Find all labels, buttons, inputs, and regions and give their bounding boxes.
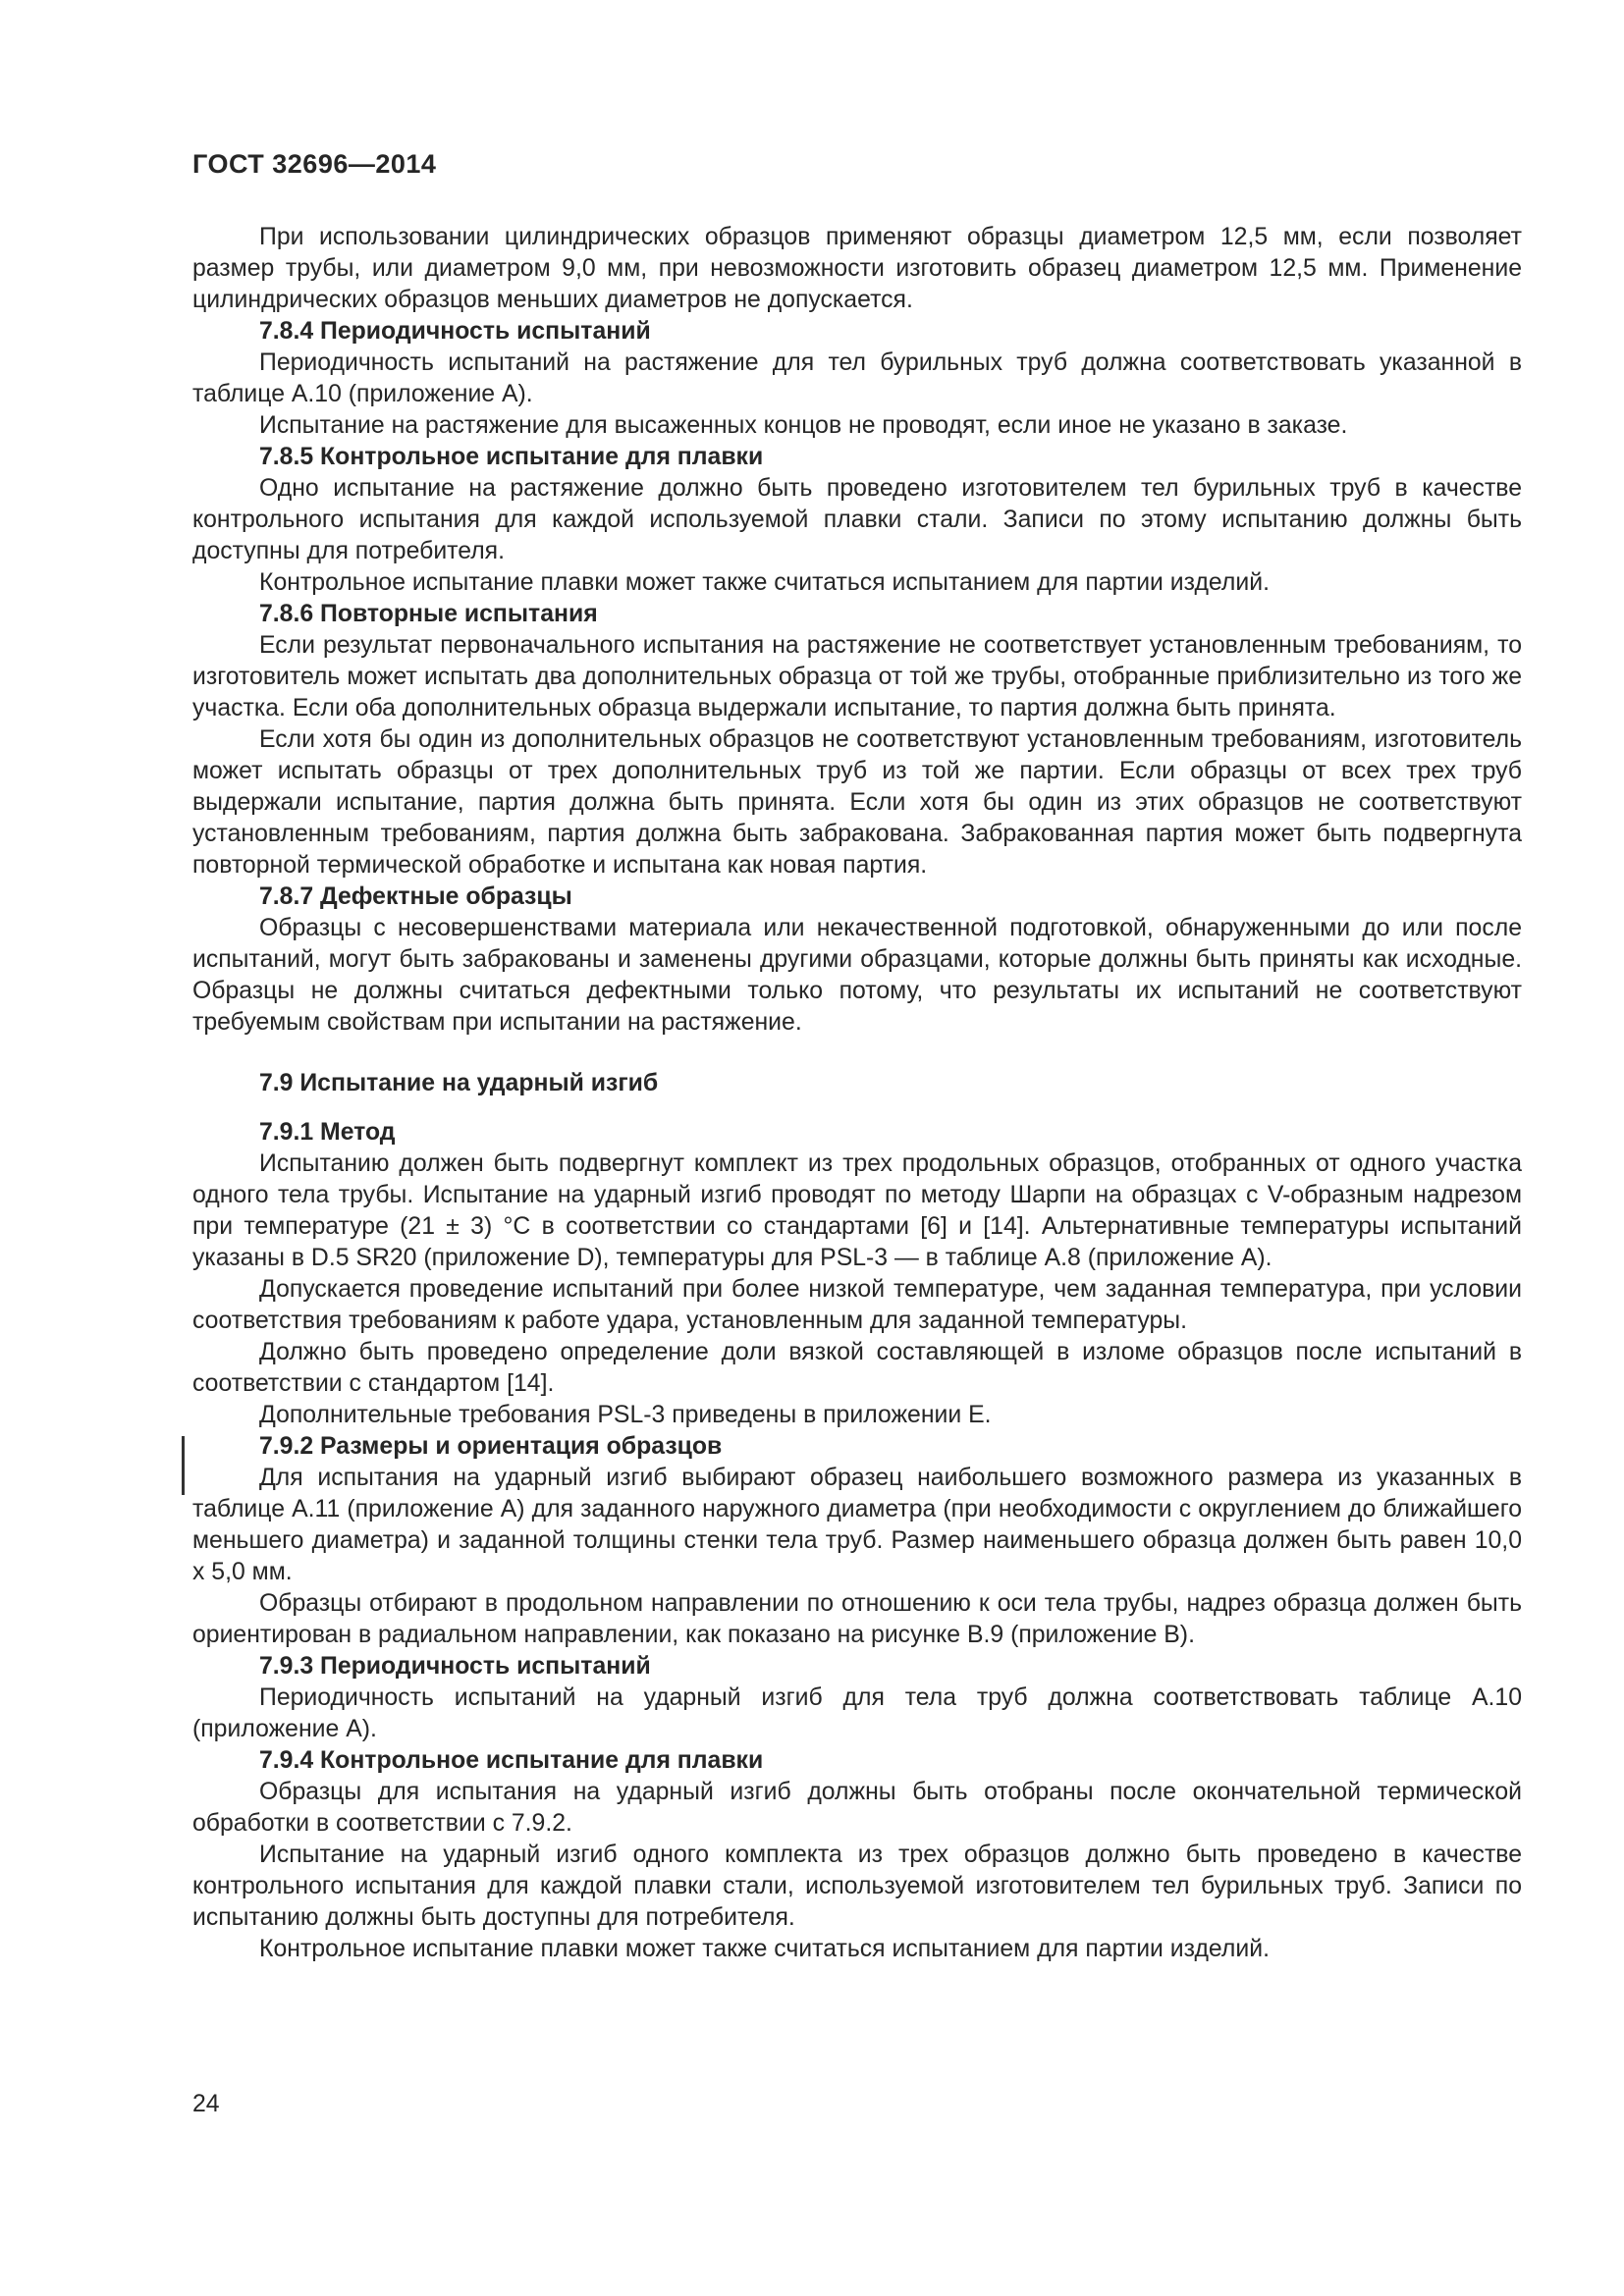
page-number: 24 (192, 2091, 220, 2117)
paragraph: При использовании цилиндрических образцов применяют образцы диаметром 12,5 мм, если позволяет размер трубы, или диаметром 9,0 мм, при невозможности изготовить образец диаметром 12,5 мм. Применение цилиндрических образцов меньших диаметров не допускается. (192, 224, 1522, 313)
paragraph: Периодичность испытаний на ударный изгиб для тела труб должна соответствовать таблице А.10 (приложение А). (192, 1684, 1522, 1742)
paragraph: Для испытания на ударный изгиб выбирают образец наибольшего возможного размера из указанных в таблице А.11 (приложение А) для заданного наружного диаметра (при необходимости с округлением до ближайшего меньшего диаметра) и заданной толщины стенки тела труб. Размер наименьшего образца должен быть равен 10,0 x 5,0 мм. (192, 1465, 1522, 1585)
paragraph: Если результат первоначального испытания на растяжение не соответствует установленным требованиям, то изготовитель может испытать два дополнительных образца от той же трубы, отобранные приблизительно из того же участка. Если оба дополнительных образца выдержали испытание, то партия должна быть принята. (192, 632, 1522, 721)
clause-heading-7-9-3: 7.9.3 Периодичность испытаний (259, 1653, 651, 1680)
paragraph: Образцы с несовершенствами материала или некачественной подготовкой, обнаруженными до или после испытаний, могут быть забракованы и заменены другими образцами, которые должны быть приняты как исходные. Образцы не должны считаться дефектными только потому, что результаты их испытаний не соответствуют требуемым свойствам при испытании на растяжение. (192, 915, 1522, 1036)
paragraph: Если хотя бы один из дополнительных образцов не соответствуют установленным требованиям, изготовитель может испытать образцы от трех дополнительных труб из той же партии. Если образцы от всех трех труб выдержали испытание, партия должна быть принята. Если хотя бы один из этих образцов не соответствуют установленным требованиям, партия должна быть забракована. Забракованная партия может быть подвергнута повторной термической обработке и испытана как новая партия. (192, 726, 1522, 879)
paragraph: Дополнительные требования PSL-3 приведены в приложении Е. (259, 1402, 992, 1428)
clause-heading-7-8-5: 7.8.5 Контрольное испытание для плавки (259, 444, 764, 470)
clause-heading-7-9-4: 7.9.4 Контрольное испытание для плавки (259, 1747, 764, 1774)
clause-heading-7-9-1: 7.9.1 Метод (259, 1119, 396, 1146)
clause-heading-7-8-7: 7.8.7 Дефектные образцы (259, 883, 572, 910)
paragraph: Периодичность испытаний на растяжение для тел бурильных труб должна соответствовать указанной в таблице А.10 (приложение А). (192, 349, 1522, 407)
paragraph: Одно испытание на растяжение должно быть проведено изготовителем тел бурильных труб в качестве контрольного испытания для каждой используемой плавки стали. Записи по этому испытанию должны быть доступны для потребителя. (192, 475, 1522, 564)
change-marker-bar (182, 1436, 185, 1495)
paragraph: Должно быть проведено определение доли вязкой составляющей в изломе образцов после испытаний в соответствии с стандартом [14]. (192, 1339, 1522, 1397)
paragraph: Образцы для испытания на ударный изгиб должны быть отобраны после окончательной термической обработки в соответствии с 7.9.2. (192, 1779, 1522, 1837)
standard-code-header: ГОСТ 32696—2014 (192, 149, 437, 179)
document-body (192, 222, 1522, 1965)
paragraph: Испытание на растяжение для высаженных концов не проводят, если иное не указано в заказе. (259, 412, 1348, 439)
paragraph: Испытанию должен быть подвергнут комплект из трех продольных образцов, отобранных от одного участка одного тела трубы. Испытание на ударный изгиб проводят по методу Шарпи на образцах с V-образным надрезом при температуре (21 ± 3) °С в соответствии со стандартами [6] и [14]. Альтернативные температуры испытаний указаны в D.5 SR20 (приложение D), температуры для PSL-3 — в таблице А.8 (приложение А). (192, 1150, 1522, 1271)
clause-heading-7-9-2: 7.9.2 Размеры и ориентация образцов (259, 1433, 723, 1460)
paragraph: Контрольное испытание плавки может также считаться испытанием для партии изделий. (259, 569, 1270, 596)
paragraph: Контрольное испытание плавки может также считаться испытанием для партии изделий. (259, 1936, 1270, 1962)
clause-heading-7-8-4: 7.8.4 Периодичность испытаний (259, 318, 651, 345)
paragraph: Испытание на ударный изгиб одного комплекта из трех образцов должно быть проведено в качестве контрольного испытания для каждой плавки стали, используемой изготовителем тел бурильных труб. Записи по испытанию должны быть доступны для потребителя. (192, 1842, 1522, 1931)
paragraph: Образцы отбирают в продольном направлении по отношению к оси тела трубы, надрез образца должен быть ориентирован в радиальном направлении, как показано на рисунке В.9 (приложение В). (192, 1590, 1522, 1648)
clause-heading-7-8-6: 7.8.6 Повторные испытания (259, 601, 598, 627)
section-heading-7-9: 7.9 Испытание на ударный изгиб (259, 1070, 659, 1096)
paragraph: Допускается проведение испытаний при более низкой температуре, чем заданная температура, при условии соответствия требованиям к работе удара, установленным для заданной температуры. (192, 1276, 1522, 1334)
